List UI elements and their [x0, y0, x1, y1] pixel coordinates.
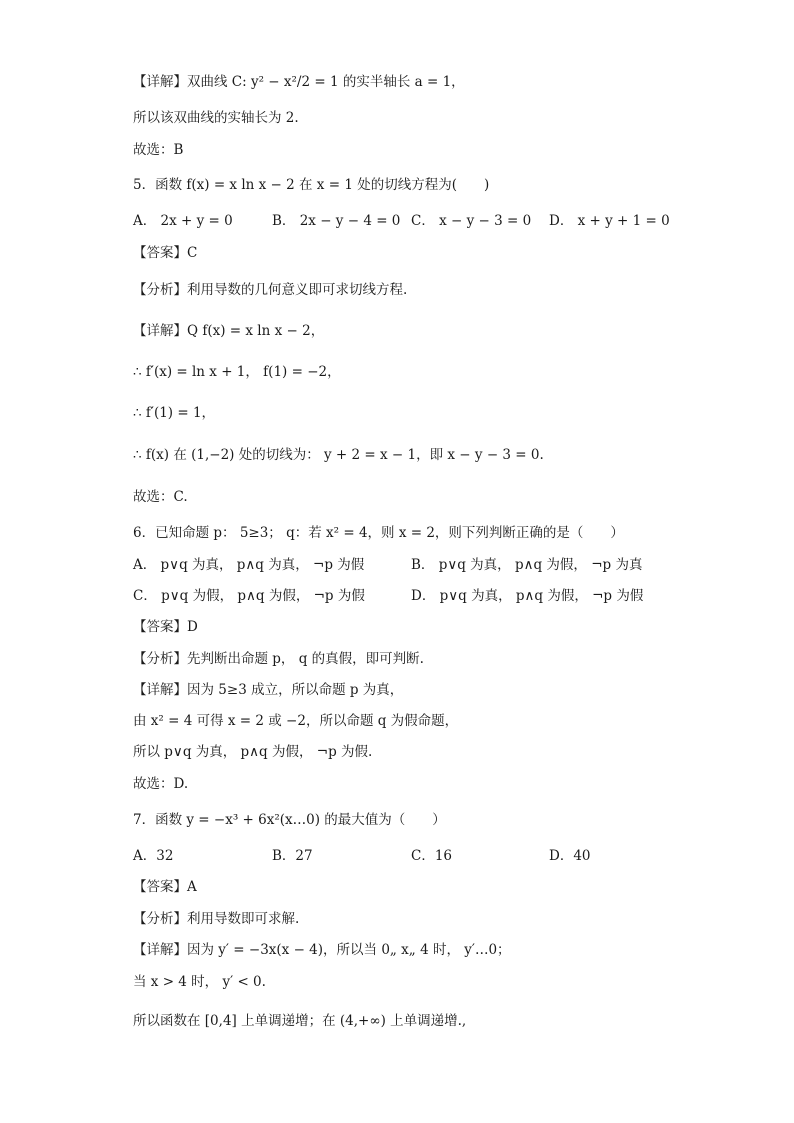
q7-option-a: A．32 [133, 848, 174, 864]
analysis-line: 【分析】先判断出命题 p， q 的真假，即可判断. [133, 651, 424, 667]
answer-line: 【答案】C [133, 245, 198, 261]
q7-option-d: D．40 [549, 848, 591, 864]
explanation-line: ∴ f′(1) = 1， [133, 405, 216, 421]
explanation-line: ∴ f(x) 在 (1,−2) 处的切线为： y + 2 = x − 1，即 x − y − 3 = 0. [133, 447, 544, 463]
q6-option-c: C． p∨q 为假， p∧q 为假， ¬p 为假 [133, 588, 365, 604]
answer-choice-line: 故选：B [133, 142, 184, 158]
q5-option-a: A． 2x + y = 0 [133, 213, 233, 229]
q6-option-a: A． p∨q 为真， p∧q 为真， ¬p 为假 [133, 557, 365, 573]
q5-option-b: B． 2x − y − 4 = 0 [272, 213, 401, 229]
analysis-line: 【分析】利用导数即可求解. [133, 911, 300, 927]
q7-option-c: C．16 [411, 848, 453, 864]
explanation-line: ∴ f′(x) = ln x + 1， f(1) = −2， [133, 364, 341, 380]
analysis-line: 【分析】利用导数的几何意义即可求切线方程. [133, 282, 408, 298]
explanation-line: 当 x > 4 时， y′ < 0. [133, 974, 266, 990]
explanation-line: 所以该双曲线的实轴长为 2. [133, 110, 299, 126]
question-5: 5．函数 f(x) = x ln x − 2 在 x = 1 处的切线方程为( ) [133, 177, 490, 193]
q5-option-c: C． x − y − 3 = 0 [411, 213, 532, 229]
answer-line: 【答案】D [133, 619, 198, 635]
q5-option-d: D． x + y + 1 = 0 [549, 213, 670, 229]
question-6: 6．已知命题 p： 5≥3； q：若 x² = 4，则 x = 2，则下列判断正确的是（ ） [133, 525, 624, 541]
answer-line: 【答案】A [133, 879, 197, 895]
explanation-line: 【详解】因为 5≥3 成立，所以命题 p 为真， [133, 682, 404, 698]
q6-option-d: D． p∨q 为真， p∧q 为假， ¬p 为假 [411, 588, 644, 604]
q7-option-b: B．27 [272, 848, 313, 864]
q6-option-b: B． p∨q 为真， p∧q 为假， ¬p 为真 [411, 557, 643, 573]
explanation-line: 由 x² = 4 可得 x = 2 或 −2，所以命题 q 为假命题， [133, 713, 459, 729]
explanation-line: 【详解】因为 y′ = −3x(x − 4)，所以当 0„ x„ 4 时， y′…0； [133, 942, 511, 958]
explanation-line: 【详解】双曲线 C: y² − x²/2 = 1 的实半轴长 a = 1， [133, 74, 465, 90]
answer-choice-line: 故选：D. [133, 776, 189, 792]
question-7: 7．函数 y = −x³ + 6x²(x…0) 的最大值为（ ） [133, 812, 446, 828]
answer-choice-line: 故选：C. [133, 489, 188, 505]
explanation-line: 所以 p∨q 为真， p∧q 为假， ¬p 为假. [133, 744, 373, 760]
explanation-line: 所以函数在 [0,4] 上单调递增；在 (4,+∞) 上单调递增., [133, 1013, 467, 1029]
explanation-line: 【详解】Q f(x) = x ln x − 2， [133, 323, 325, 339]
